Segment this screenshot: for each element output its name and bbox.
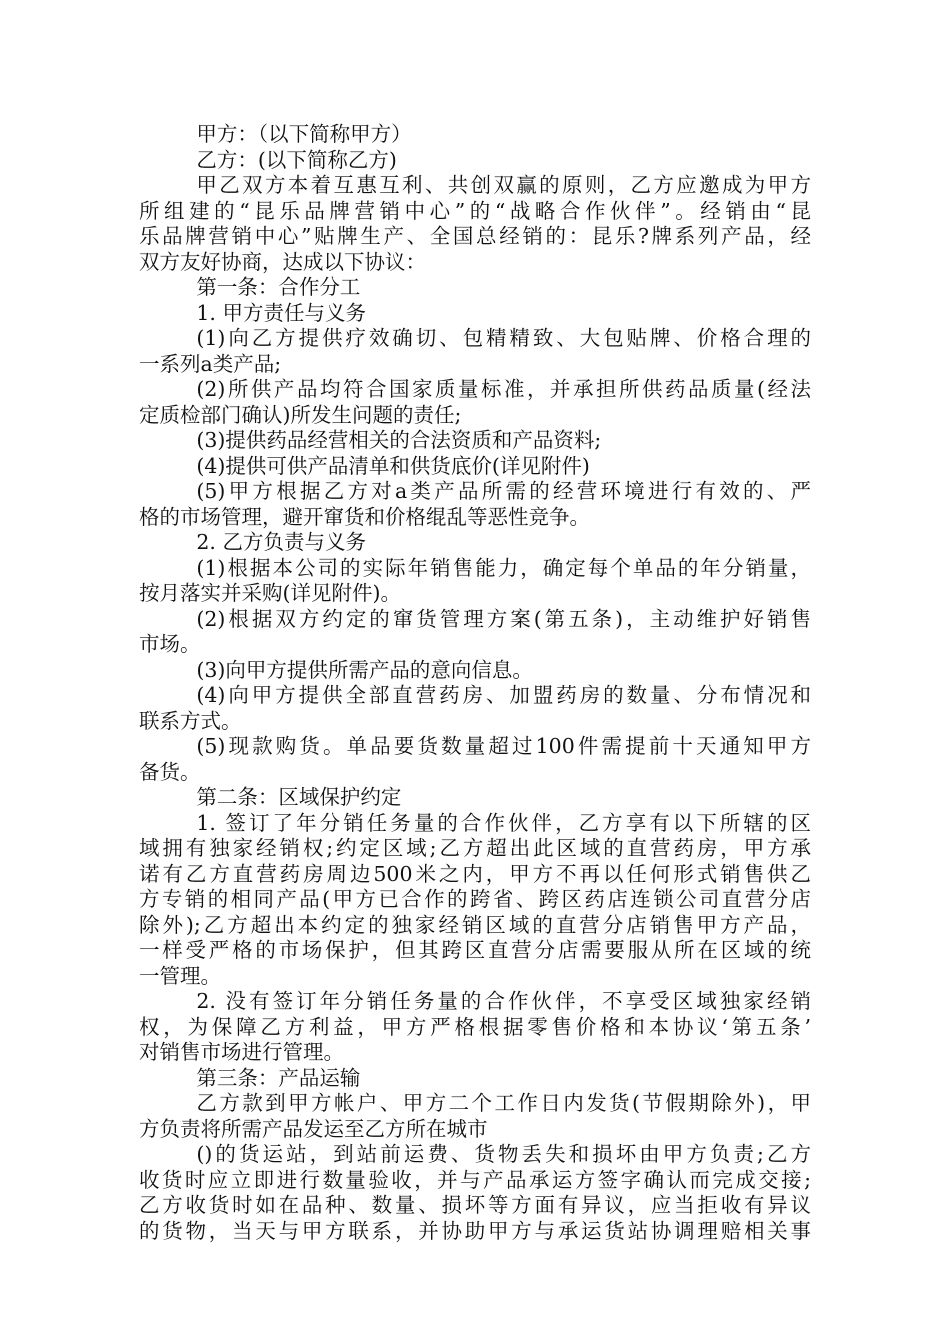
document-line: 权，为保障乙方利益，甲方严格根据零售价格和本协议‘第五条’ <box>139 1014 811 1039</box>
document-line: (3)向甲方提供所需产品的意向信息。 <box>196 657 533 682</box>
document-body <box>139 122 811 1244</box>
document-line: 第三条：产品运输 <box>196 1065 361 1090</box>
document-line: 1. 签订了年分销任务量的合作伙伴，乙方享有以下所辖的区 <box>196 810 811 835</box>
document-line: 第二条：区域保护约定 <box>196 785 402 809</box>
document-line: 2. 乙方负责与义务 <box>196 530 366 554</box>
document-line: (1)根据本公司的实际年销售能力，确定每个单品的年分销量， <box>196 555 811 580</box>
document-line: (5)现款购货。单品要货数量超过100件需提前十天通知甲方 <box>196 734 811 758</box>
document-line: 双方友好协商，达成以下协议： <box>139 249 426 274</box>
document-line: 联系方式。 <box>139 708 242 733</box>
document-line: 1. 甲方责任与义务 <box>196 300 366 325</box>
document-line: (4)向甲方提供全部直营药房、加盟药房的数量、分布情况和 <box>196 683 811 707</box>
document-line: 一样受严格的市场保护，但其跨区直营分店需要服从所在区域的统 <box>139 938 811 962</box>
document-line: 所组建的“昆乐品牌营销中心”的“战略合作伙伴”。经销由“昆 <box>139 198 811 223</box>
document-line: (2)根据双方约定的窜货管理方案(第五条)，主动维护好销售 <box>196 606 811 631</box>
document-line: ()的货运站，到站前运费、货物丢失和损坏由甲方负责;乙方 <box>196 1142 811 1166</box>
document-line: 方负责将所需产品发运至乙方所在城市 <box>139 1116 488 1141</box>
document-line: 按月落实并采购(详见附件)。 <box>139 581 401 605</box>
document-line: 备货。 <box>139 759 201 784</box>
document-line: 域拥有独家经销权;约定区域;乙方超出此区域的直营药房，甲方承 <box>139 836 811 860</box>
document-line: 一系列a类产品; <box>139 351 282 376</box>
document-line: (2)所供产品均符合国家质量标准，并承担所供药品质量(经法 <box>196 377 811 401</box>
document-line: 第一条：合作分工 <box>196 275 361 299</box>
document-line: 甲乙双方本着互惠互利、共创双赢的原则，乙方应邀成为甲方 <box>196 173 811 197</box>
document-line: 对销售市场进行管理。 <box>139 1040 344 1064</box>
document-line: (3)提供药品经营相关的合法资质和产品资料; <box>196 428 602 452</box>
document-line: 乙方收货时如在品种、数量、损坏等方面有异议，应当拒收有异议 <box>139 1193 811 1217</box>
document-line: (5)甲方根据乙方对a类产品所需的经营环境进行有效的、严 <box>196 479 811 503</box>
document-line: 一管理。 <box>139 963 221 988</box>
document-line: 2. 没有签订年分销任务量的合作伙伴，不享受区域独家经销 <box>196 989 811 1013</box>
document-line: 诺有乙方直营药房周边500米之内，甲方不再以任何形式销售供乙 <box>139 861 811 886</box>
document-line: (1)向乙方提供疗效确切、包精精致、大包贴牌、价格合理的 <box>196 326 811 350</box>
document-line: 市场。 <box>139 632 201 656</box>
document-line: 乙方：(以下简称乙方) <box>196 147 397 172</box>
document-line: 的货物，当天与甲方联系，并协助甲方与承运货站协调理赔相关事 <box>139 1218 811 1243</box>
document-line: 甲方：（以下简称甲方） <box>196 122 412 146</box>
document-line: 方专销的相同产品(甲方已合作的跨省、跨区药店连锁公司直营分店 <box>139 887 811 911</box>
document-line: 收货时应立即进行数量验收，并与产品承运方签字确认而完成交接; <box>139 1167 811 1192</box>
document-line: 除外);乙方超出本约定的独家经销区域的直营分店销售甲方产品， <box>139 912 811 937</box>
document-line: 乐品牌营销中心”贴牌生产、全国总经销的：昆乐?牌系列产品，经 <box>139 224 811 248</box>
document-line: 定质检部门确认)所发生问题的责任; <box>139 402 462 427</box>
document-line: 格的市场管理，避开窜货和价格绲乱等恶性竞争。 <box>139 504 590 529</box>
document-line: 乙方款到甲方帐户、甲方二个工作日内发货(节假期除外)，甲 <box>196 1091 811 1115</box>
document-line: (4)提供可供产品清单和供货底价(详见附件) <box>196 453 590 478</box>
